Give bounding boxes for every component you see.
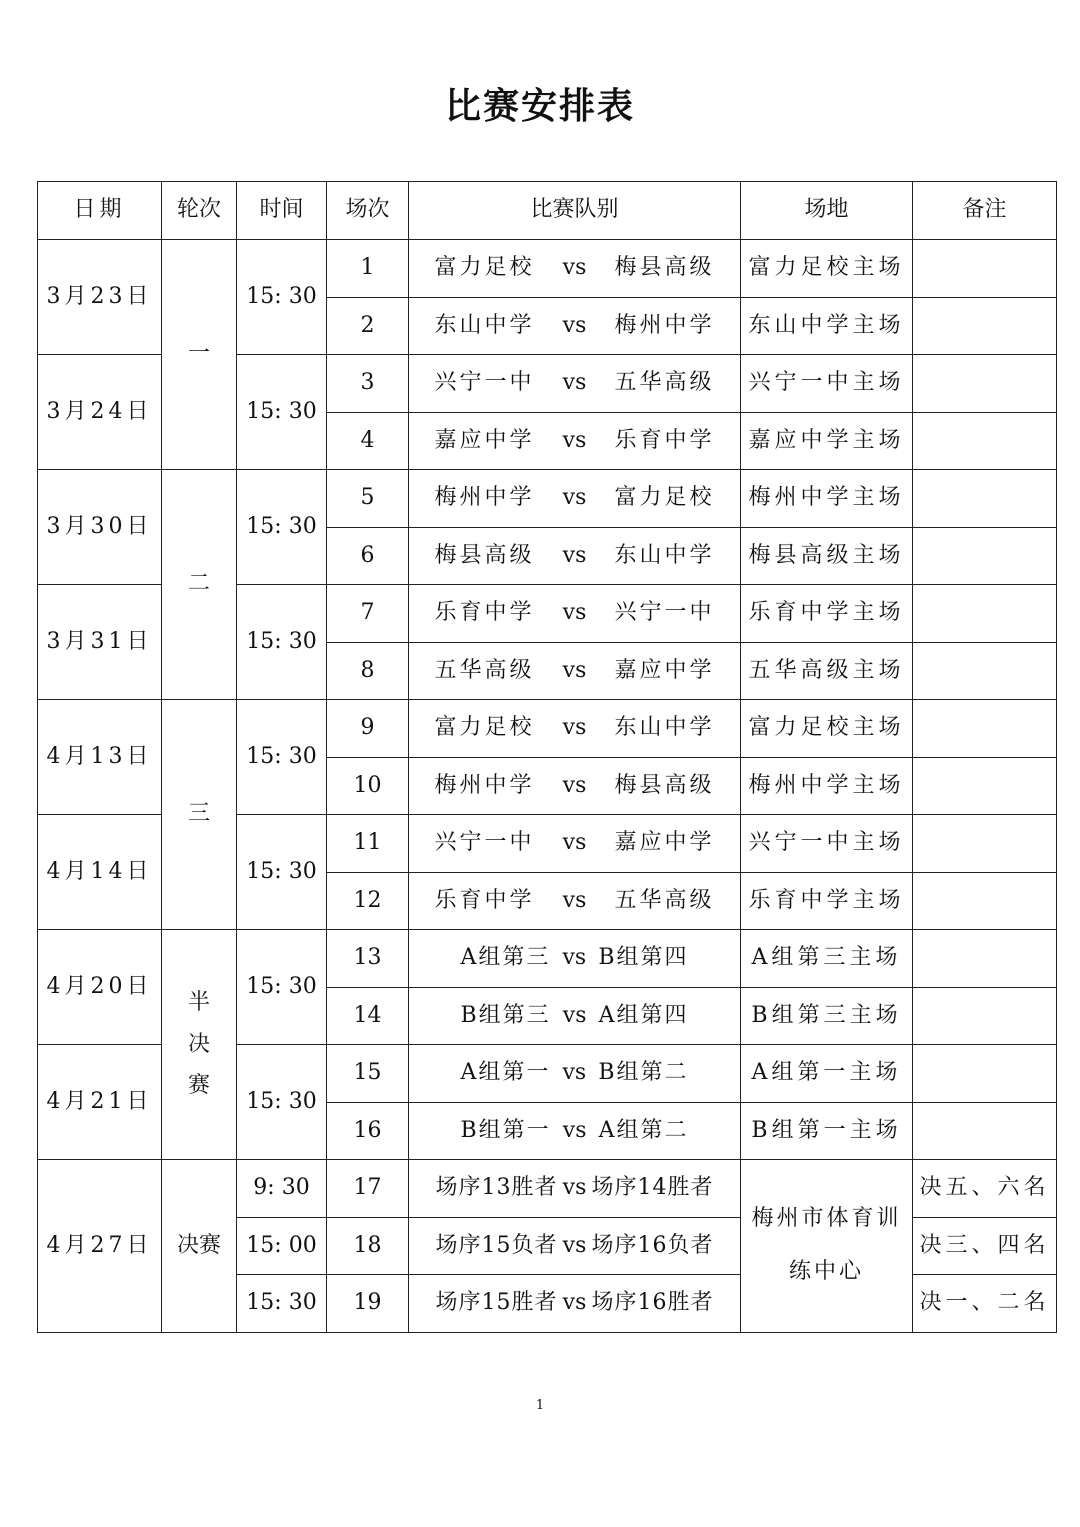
- venue-cell: B组第一主场: [741, 1102, 913, 1160]
- time-cell: 15: 30: [237, 815, 327, 930]
- away-team: 场序16负者: [591, 1232, 714, 1258]
- match-no-cell: 1: [327, 240, 409, 298]
- home-team: 兴宁一中: [434, 830, 535, 856]
- match-teams: [409, 1275, 741, 1333]
- header-date: 日期: [38, 182, 162, 240]
- match-teams: [409, 1217, 741, 1275]
- match-no-cell: 7: [327, 585, 409, 643]
- round-cell: 二: [162, 470, 237, 700]
- match-teams: [409, 872, 741, 930]
- match-pairing: [409, 485, 740, 511]
- vs-label: vs: [562, 1002, 587, 1028]
- home-team: B组第三: [460, 1002, 551, 1028]
- match-teams: [409, 527, 741, 585]
- venue-cell: 东山中学主场: [741, 297, 913, 355]
- note-cell: [913, 930, 1057, 988]
- match-teams: [409, 1045, 741, 1103]
- match-no-cell: 4: [327, 412, 409, 470]
- match-pairing: [409, 1233, 740, 1259]
- note-cell: [913, 757, 1057, 815]
- note-cell: [913, 585, 1057, 643]
- table-row: [38, 930, 1057, 988]
- home-team: 嘉应中学: [434, 427, 535, 453]
- match-teams: [409, 757, 741, 815]
- note-cell: [913, 527, 1057, 585]
- time-cell: 15: 30: [237, 700, 327, 815]
- note-cell: [913, 815, 1057, 873]
- time-cell: 15: 30: [237, 1045, 327, 1160]
- away-team: 五华高级: [614, 887, 715, 913]
- home-team: 富力足校: [434, 255, 535, 281]
- match-pairing: [409, 600, 740, 626]
- home-team: A组第三: [460, 945, 551, 971]
- date-cell: 3月23日: [38, 240, 162, 355]
- match-teams: [409, 297, 741, 355]
- home-team: 场序15负者: [435, 1232, 558, 1258]
- page-title: 比赛安排表: [444, 86, 635, 127]
- match-teams: [409, 700, 741, 758]
- match-pairing: [409, 543, 740, 569]
- vs-label: vs: [562, 1175, 587, 1201]
- round-cell: 决赛: [162, 1160, 237, 1333]
- note-cell: [913, 872, 1057, 930]
- match-no-cell: 18: [327, 1217, 409, 1275]
- away-team: A组第四: [598, 1002, 689, 1028]
- header-match-no: 场次: [327, 182, 409, 240]
- date-cell: 3月31日: [38, 585, 162, 700]
- venue-cell: 梅县高级主场: [741, 527, 913, 585]
- match-pairing: [409, 888, 740, 914]
- round-cell: 三: [162, 700, 237, 930]
- away-team: 梅州中学: [614, 312, 715, 338]
- match-pairing: [409, 1118, 740, 1144]
- vs-label: vs: [562, 427, 587, 453]
- vs-label: vs: [562, 772, 587, 798]
- away-team: 场序16胜者: [591, 1290, 714, 1316]
- venue-cell: 五华高级主场: [741, 642, 913, 700]
- time-cell: 15: 30: [237, 1275, 327, 1333]
- round-char: 决: [187, 1031, 210, 1057]
- date-cell: 3月30日: [38, 470, 162, 585]
- vs-label: vs: [562, 1290, 587, 1316]
- match-no-cell: 12: [327, 872, 409, 930]
- venue-cell: A组第一主场: [741, 1045, 913, 1103]
- note-cell: [913, 412, 1057, 470]
- away-team: 嘉应中学: [614, 657, 715, 683]
- table-row: [38, 1160, 1057, 1218]
- time-cell: 15: 00: [237, 1217, 327, 1275]
- note-cell: 决三、四名: [913, 1217, 1057, 1275]
- date-cell: 4月20日: [38, 930, 162, 1045]
- away-team: A组第二: [598, 1117, 689, 1143]
- venue-cell: A组第三主场: [741, 930, 913, 988]
- match-teams: [409, 470, 741, 528]
- time-cell: 9: 30: [237, 1160, 327, 1218]
- note-cell: [913, 700, 1057, 758]
- home-team: 场序15胜者: [435, 1290, 558, 1316]
- match-no-cell: 8: [327, 642, 409, 700]
- match-no-cell: 2: [327, 297, 409, 355]
- vs-label: vs: [562, 657, 587, 683]
- note-cell: [913, 642, 1057, 700]
- home-team: 梅县高级: [434, 542, 535, 568]
- match-no-cell: 15: [327, 1045, 409, 1103]
- away-team: 梅县高级: [614, 772, 715, 798]
- table-row: [38, 470, 1057, 528]
- venue-cell: 乐育中学主场: [741, 872, 913, 930]
- vs-label: vs: [562, 542, 587, 568]
- home-team: 东山中学: [434, 312, 535, 338]
- venue-cell: 梅州中学主场: [741, 757, 913, 815]
- away-team: 梅县高级: [614, 255, 715, 281]
- vs-label: vs: [562, 312, 587, 338]
- home-team: 场序13胜者: [435, 1175, 558, 1201]
- header-time: 时间: [237, 182, 327, 240]
- away-team: 富力足校: [614, 485, 715, 511]
- final-venue-cell: 梅州市体育训练中心: [741, 1160, 913, 1333]
- note-cell: [913, 240, 1057, 298]
- round-cell: [162, 930, 237, 1160]
- match-no-cell: 3: [327, 355, 409, 413]
- match-pairing: [409, 1003, 740, 1029]
- match-pairing: [409, 773, 740, 799]
- vs-label: vs: [562, 600, 587, 626]
- away-team: 五华高级: [614, 370, 715, 396]
- home-team: 梅州中学: [434, 772, 535, 798]
- match-teams: [409, 355, 741, 413]
- match-no-cell: 10: [327, 757, 409, 815]
- date-cell: 4月13日: [38, 700, 162, 815]
- venue-cell: 富力足校主场: [741, 240, 913, 298]
- home-team: 富力足校: [434, 715, 535, 741]
- vs-label: vs: [562, 945, 587, 971]
- venue-cell: 梅州中学主场: [741, 470, 913, 528]
- time-cell: 15: 30: [237, 355, 327, 470]
- match-teams: [409, 930, 741, 988]
- away-team: 兴宁一中: [614, 600, 715, 626]
- note-cell: [913, 297, 1057, 355]
- match-no-cell: 17: [327, 1160, 409, 1218]
- match-teams: [409, 412, 741, 470]
- match-pairing: [409, 255, 740, 281]
- vs-label: vs: [562, 255, 587, 281]
- match-pairing: [409, 945, 740, 971]
- home-team: 兴宁一中: [434, 370, 535, 396]
- note-cell: 决一、二名: [913, 1275, 1057, 1333]
- note-cell: 决五、六名: [913, 1160, 1057, 1218]
- match-no-cell: 14: [327, 987, 409, 1045]
- away-team: B组第二: [598, 1060, 689, 1086]
- header-venue: 场地: [741, 182, 913, 240]
- vs-label: vs: [562, 370, 587, 396]
- note-cell: [913, 470, 1057, 528]
- vs-label: vs: [562, 485, 587, 511]
- vs-label: vs: [562, 1232, 587, 1258]
- away-team: 东山中学: [614, 715, 715, 741]
- home-team: B组第一: [460, 1117, 551, 1143]
- time-cell: 15: 30: [237, 470, 327, 585]
- note-cell: [913, 1045, 1057, 1103]
- away-team: 东山中学: [614, 542, 715, 568]
- note-cell: [913, 355, 1057, 413]
- round-char: 赛: [187, 1073, 210, 1099]
- date-cell: 3月24日: [38, 355, 162, 470]
- venue-cell: 兴宁一中主场: [741, 355, 913, 413]
- away-team: 场序14胜者: [591, 1175, 714, 1201]
- time-cell: 15: 30: [237, 240, 327, 355]
- match-teams: [409, 1102, 741, 1160]
- schedule-table: [37, 181, 1057, 1333]
- vs-label: vs: [562, 715, 587, 741]
- match-no-cell: 6: [327, 527, 409, 585]
- match-pairing: [409, 715, 740, 741]
- round-char: 半: [187, 989, 210, 1015]
- table-header-row: [38, 182, 1057, 240]
- match-pairing: [409, 1060, 740, 1086]
- match-no-cell: 16: [327, 1102, 409, 1160]
- header-teams: 比赛队别: [409, 182, 741, 240]
- away-team: 乐育中学: [614, 427, 715, 453]
- note-cell: [913, 1102, 1057, 1160]
- vs-label: vs: [562, 1117, 587, 1143]
- match-pairing: [409, 830, 740, 856]
- date-cell: 4月14日: [38, 815, 162, 930]
- vs-label: vs: [562, 830, 587, 856]
- match-no-cell: 5: [327, 470, 409, 528]
- vs-label: vs: [562, 887, 587, 913]
- away-team: 嘉应中学: [614, 830, 715, 856]
- home-team: 五华高级: [434, 657, 535, 683]
- home-team: 梅州中学: [434, 485, 535, 511]
- round-cell: 一: [162, 240, 237, 470]
- match-no-cell: 13: [327, 930, 409, 988]
- date-cell: 4月27日: [38, 1160, 162, 1333]
- match-no-cell: 9: [327, 700, 409, 758]
- match-pairing: [409, 313, 740, 339]
- match-pairing: [409, 1290, 740, 1316]
- table-row: [38, 240, 1057, 298]
- match-teams: [409, 642, 741, 700]
- date-cell: 4月21日: [38, 1045, 162, 1160]
- match-no-cell: 11: [327, 815, 409, 873]
- match-teams: [409, 987, 741, 1045]
- venue-cell: 乐育中学主场: [741, 585, 913, 643]
- time-cell: 15: 30: [237, 585, 327, 700]
- match-teams: [409, 815, 741, 873]
- header-round: 轮次: [162, 182, 237, 240]
- home-team: A组第一: [460, 1060, 551, 1086]
- home-team: 乐育中学: [434, 887, 535, 913]
- vs-label: vs: [562, 1060, 587, 1086]
- match-pairing: [409, 428, 740, 454]
- venue-cell: B组第三主场: [741, 987, 913, 1045]
- match-pairing: [409, 658, 740, 684]
- page-number: 1: [535, 1398, 545, 1413]
- match-teams: [409, 240, 741, 298]
- match-pairing: [409, 370, 740, 396]
- note-cell: [913, 987, 1057, 1045]
- table-row: [38, 700, 1057, 758]
- match-pairing: [409, 1175, 740, 1201]
- match-teams: [409, 585, 741, 643]
- match-no-cell: 19: [327, 1275, 409, 1333]
- header-note: 备注: [913, 182, 1057, 240]
- match-teams: [409, 1160, 741, 1218]
- home-team: 乐育中学: [434, 600, 535, 626]
- time-cell: 15: 30: [237, 930, 327, 1045]
- venue-cell: 兴宁一中主场: [741, 815, 913, 873]
- venue-cell: 嘉应中学主场: [741, 412, 913, 470]
- away-team: B组第四: [598, 945, 689, 971]
- venue-cell: 富力足校主场: [741, 700, 913, 758]
